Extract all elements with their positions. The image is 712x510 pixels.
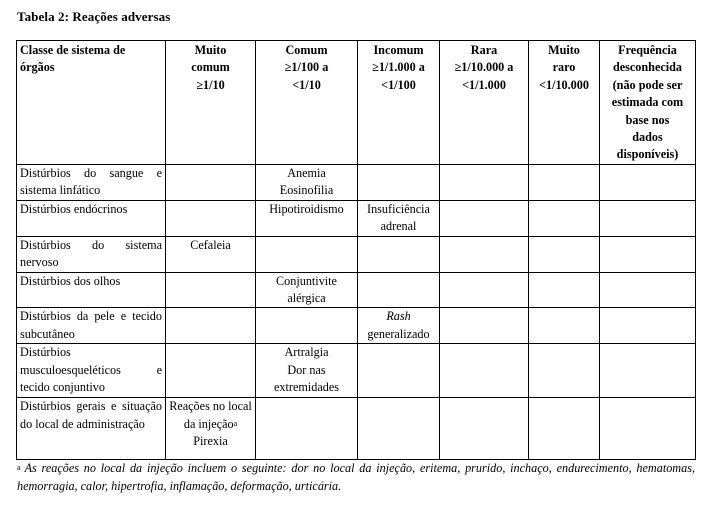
adverse-reactions-table: [16, 40, 696, 460]
header-cell: [529, 41, 600, 165]
header-line: desconhecida: [612, 60, 683, 75]
table-title: Tabela 2: Reações adversas: [17, 9, 171, 24]
footnote-text: As reações no local da injeção incluem o seguinte: dor no local da injeção, eritema, prurido, inchaço, endurecimento, hematomas, hemorragia, calor, hipertrofia, inflamação, deformação, urticária.: [17, 461, 695, 493]
rash-word: Rash: [386, 309, 411, 324]
frequency-cell: [358, 308, 440, 344]
pirexia-text: Pirexia: [193, 434, 228, 449]
cell-text: Anemia: [287, 165, 326, 180]
footnote-mark: a: [17, 463, 21, 472]
frequency-cell: [440, 272, 529, 308]
frequency-cell: [256, 164, 358, 200]
frequency-cell: [529, 272, 600, 308]
table-row: [17, 164, 696, 200]
header-cell: [358, 41, 440, 165]
frequency-cell: [256, 344, 358, 398]
header-cell: [600, 41, 696, 165]
table-row: [17, 308, 696, 344]
header-line: Incomum: [373, 43, 424, 57]
cell-text: Artralgia: [284, 345, 329, 360]
frequency-cell: [256, 272, 358, 308]
frequency-cell: [529, 236, 600, 272]
frequency-cell: [166, 200, 256, 236]
frequency-cell: [440, 236, 529, 272]
header-line: <1/10.000: [539, 77, 589, 92]
header-line: <1/1.000: [462, 77, 506, 92]
frequency-cell: [600, 200, 696, 236]
organ-class-cell: Distúrbios do sangue e sistema linfático: [17, 164, 166, 200]
organ-class-cell: Distúrbios gerais e situação do local de administração: [17, 398, 166, 460]
frequency-cell: [358, 398, 440, 460]
frequency-cell: [600, 164, 696, 200]
header-line: Comum: [285, 43, 328, 57]
header-line: (não pode ser: [612, 77, 683, 92]
frequency-cell: [529, 164, 600, 200]
header-line: ≥1/1.000 a: [372, 60, 425, 75]
header-line: dados: [632, 130, 663, 145]
table-row: [17, 200, 696, 236]
header-line: Muito: [548, 43, 580, 57]
header-line: base nos: [625, 112, 670, 127]
cell-text: Cefaleia: [190, 237, 231, 252]
header-line: órgãos: [20, 60, 55, 75]
header-line: raro: [552, 60, 576, 75]
frequency-cell: [358, 200, 440, 236]
header-line: ≥1/100 a: [284, 60, 329, 75]
frequency-cell: [440, 308, 529, 344]
frequency-cell: [166, 398, 256, 460]
header-cell: [166, 41, 256, 165]
header-line: Rara: [470, 43, 498, 57]
frequency-cell: [600, 398, 696, 460]
frequency-cell: [529, 308, 600, 344]
cell-text: Hipotiroidismo: [269, 201, 344, 216]
table-row: [17, 344, 696, 398]
table-row: [17, 272, 696, 308]
organ-class-cell: Distúrbios musculoesqueléticos e tecido conjuntivo: [17, 344, 166, 398]
cell-text: Dor nas extremidades: [274, 362, 339, 395]
cell-text: Reações no local da injeção: [169, 399, 252, 431]
header-line: Muito: [194, 43, 227, 57]
frequency-cell: [440, 164, 529, 200]
frequency-cell: [600, 272, 696, 308]
rash-rest: generalizado: [367, 326, 430, 341]
frequency-cell: [358, 272, 440, 308]
frequency-cell: [529, 200, 600, 236]
organ-class-cell: Distúrbios do sistema nervoso: [17, 236, 166, 272]
table-row: [17, 236, 696, 272]
frequency-cell: [166, 308, 256, 344]
frequency-cell: [358, 236, 440, 272]
footnote-ref: a: [233, 418, 238, 428]
frequency-cell: [600, 308, 696, 344]
frequency-cell: [440, 398, 529, 460]
footnote: [17, 460, 695, 495]
frequency-cell: [166, 344, 256, 398]
header-line: Classe de sistema de: [20, 43, 126, 57]
header-cell: [440, 41, 529, 165]
frequency-cell: [600, 236, 696, 272]
frequency-cell: [256, 308, 358, 344]
frequency-cell: [256, 236, 358, 272]
frequency-cell: [529, 344, 600, 398]
cell-text: Eosinofilia: [279, 183, 334, 198]
frequency-cell: [600, 344, 696, 398]
frequency-cell: [440, 200, 529, 236]
frequency-cell: [529, 398, 600, 460]
header-line: <1/10: [292, 77, 321, 92]
header-cell: [256, 41, 358, 165]
header-line: Frequência: [618, 43, 677, 57]
header-line: comum: [191, 60, 230, 75]
frequency-cell: [440, 344, 529, 398]
frequency-cell: [256, 398, 358, 460]
frequency-cell: [166, 164, 256, 200]
frequency-cell: [358, 164, 440, 200]
frequency-cell: [358, 344, 440, 398]
organ-class-cell: Distúrbios dos olhos: [17, 272, 166, 308]
organ-class-cell: Distúrbios da pele e tecido subcutâneo: [17, 308, 166, 344]
header-line: ≥1/10: [196, 77, 225, 92]
cell-text: Insuficiência adrenal: [367, 201, 430, 234]
header-row: [17, 41, 696, 165]
frequency-cell: [166, 272, 256, 308]
header-cell: [17, 41, 166, 165]
frequency-cell: [256, 200, 358, 236]
header-line: estimada com: [611, 95, 684, 110]
organ-class-cell: Distúrbios endócrinos: [17, 200, 166, 236]
cell-text: Conjuntivite alérgica: [276, 273, 337, 306]
header-line: ≥1/10.000 a: [454, 60, 514, 75]
header-line: <1/100: [381, 77, 416, 92]
table-row: [17, 398, 696, 460]
header-line: disponíveis): [616, 147, 679, 162]
frequency-cell: [166, 236, 256, 272]
